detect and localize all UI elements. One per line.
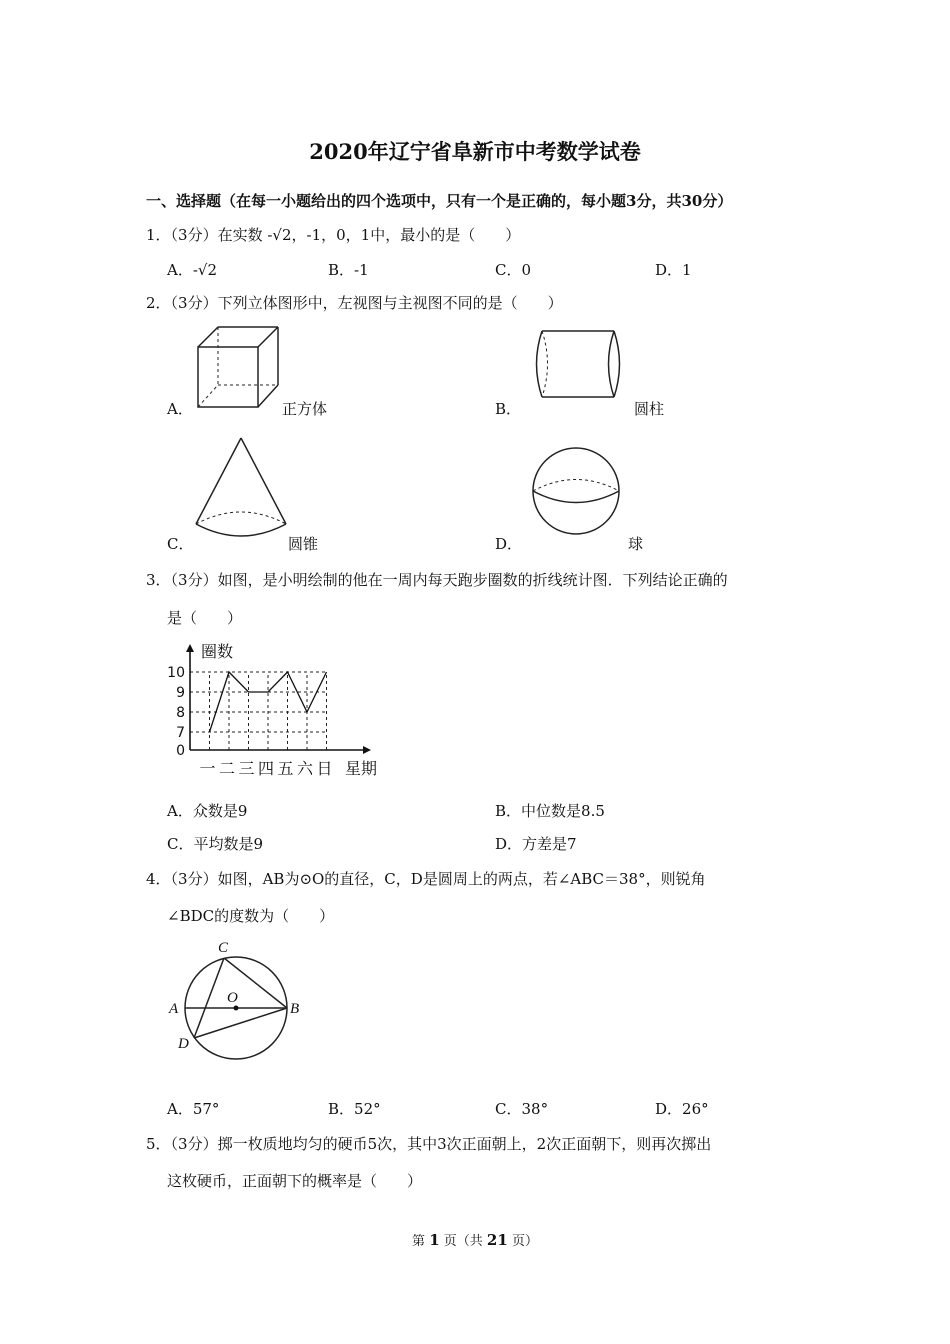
q3-option-a[interactable]: A．众数是9 [167, 802, 248, 820]
page-footer [0, 1230, 950, 1249]
x-tick-label-3: 四 [257, 759, 275, 778]
q4-option-d[interactable]: D．26° [655, 1100, 709, 1118]
q2-option-d[interactable]: D． [495, 535, 523, 553]
y-tick-label-8: 8 [176, 705, 185, 721]
line-chart [165, 638, 385, 780]
q2-caption-cone: 圆锥 [288, 535, 319, 553]
point-c-label: C [218, 940, 229, 956]
y-tick-label-9: 9 [176, 685, 185, 701]
question-4-stem-line1: 4．（3分）如图，AB为⊙O的直径，C，D是圆周上的两点，若∠ABC＝38°，则锐角 [146, 870, 706, 888]
q4-option-a[interactable]: A．57° [167, 1100, 220, 1118]
y-axis-arrow [186, 644, 194, 652]
footer-total-pages: 21 [486, 1231, 508, 1249]
point-b-label: B [290, 1001, 300, 1017]
question-1-stem: 1．（3分）在实数 -√2，-1，0，1中，最小的是（ ） [146, 226, 521, 244]
cube-figure [196, 325, 286, 410]
y-tick-label-0: 0 [176, 743, 185, 759]
x-axis-arrow [363, 746, 371, 754]
x-tick-label-2: 三 [238, 759, 255, 778]
question-2-stem: 2．（3分）下列立体图形中，左视图与主视图不同的是（ ） [146, 294, 563, 312]
footer-pre: 第 [412, 1234, 426, 1249]
q1-option-a[interactable]: A．-√2 [167, 261, 218, 279]
q2-option-c[interactable]: C． [167, 535, 194, 553]
chart-ylabel: 圈数 [201, 642, 234, 661]
question-5-stem-line2: 这枚硬币，正面朝下的概率是（ ） [167, 1172, 423, 1190]
q4-option-b[interactable]: B．52° [328, 1100, 381, 1118]
q1-option-d[interactable]: D．1 [655, 261, 692, 279]
sphere-figure [530, 446, 624, 536]
q3-option-c[interactable]: C．平均数是9 [167, 835, 264, 853]
q2-caption-sphere: 球 [628, 535, 644, 553]
page-title: 2020年辽宁省阜新市中考数学试卷 [309, 139, 641, 164]
question-4-stem-line2: ∠BDC的度数为（ ） [167, 907, 335, 925]
question-3-stem-line1: 3．（3分）如图，是小明绘制的他在一周内每天跑步圈数的折线统计图．下列结论正确的 [146, 571, 728, 589]
footer-post: 页） [511, 1234, 538, 1249]
cylinder-figure [530, 328, 630, 400]
q2-option-b[interactable]: B． [495, 400, 522, 418]
x-tick-label-4: 五 [277, 759, 294, 778]
question-3-stem-line2: 是（ ） [167, 609, 243, 627]
question-5-stem-line1: 5．（3分）掷一枚质地均匀的硬币5次，其中3次正面朝上，2次正面朝下，则再次掷出 [146, 1135, 712, 1153]
q4-option-c[interactable]: C．38° [495, 1100, 549, 1118]
x-tick-label-6: 日 [316, 759, 333, 778]
q1-option-b[interactable]: B．-1 [328, 261, 369, 279]
y-tick-label-10: 10 [167, 665, 185, 681]
point-o-label: O [227, 990, 238, 1006]
q2-option-a[interactable]: A． [167, 400, 193, 418]
x-tick-label-0: 一 [199, 759, 216, 778]
cone-figure [192, 436, 292, 542]
footer-page-number: 1 [429, 1231, 440, 1249]
q3-option-b[interactable]: B．中位数是8.5 [495, 802, 605, 820]
footer-mid: 页（共 [443, 1234, 483, 1249]
circle-figure [166, 936, 316, 1066]
q3-option-d[interactable]: D．方差是7 [495, 835, 577, 853]
point-d-label: D [178, 1036, 189, 1052]
q2-caption-cylinder: 圆柱 [634, 400, 665, 418]
point-a-label: A [169, 1001, 179, 1017]
q2-caption-cube: 正方体 [282, 400, 328, 418]
chart-xlabel: 星期 [345, 759, 378, 778]
section-heading: 一、选择题（在每一小题给出的四个选项中，只有一个是正确的，每小题3分，共30分） [146, 192, 733, 210]
x-tick-label-1: 二 [218, 759, 236, 778]
x-tick-label-5: 六 [296, 759, 314, 778]
q1-option-c[interactable]: C．0 [495, 261, 532, 279]
y-tick-label-7: 7 [176, 725, 185, 741]
